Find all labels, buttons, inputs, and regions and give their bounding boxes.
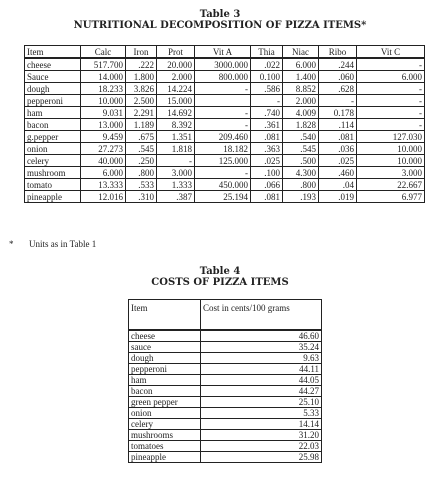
value-cell: 14.000 <box>81 71 126 83</box>
value-cell: - <box>357 95 425 107</box>
value-cell: 10.000 <box>357 155 425 167</box>
value-cell: .081 <box>251 131 283 143</box>
value-cell: 3.000 <box>357 167 425 179</box>
value-cell: .025 <box>251 155 283 167</box>
table-row <box>129 330 322 342</box>
value-cell: .586 <box>251 83 283 95</box>
table4-column-header: Item <box>129 300 201 331</box>
table-row <box>25 107 425 119</box>
item-name-cell: ham <box>25 107 81 119</box>
value-cell: 1.818 <box>157 143 195 155</box>
value-cell: 10.000 <box>357 143 425 155</box>
value-cell: .500 <box>283 155 319 167</box>
item-name-cell: onion <box>25 143 81 155</box>
table3-caption <box>0 9 440 31</box>
value-cell: 800.000 <box>195 71 251 83</box>
item-name-cell: bacon <box>25 119 81 131</box>
table-row <box>25 167 425 179</box>
item-name-cell: dough <box>129 353 201 364</box>
value-cell: 10.000 <box>81 95 126 107</box>
value-cell: .019 <box>319 191 357 203</box>
value-cell: 14.224 <box>157 83 195 95</box>
item-name-cell: pineapple <box>129 452 201 463</box>
item-name-cell: celery <box>129 419 201 430</box>
value-cell: .361 <box>251 119 283 131</box>
value-cell: 8.852 <box>283 83 319 95</box>
value-cell: 0.178 <box>319 107 357 119</box>
table-row <box>129 408 322 419</box>
table3-body <box>25 58 425 203</box>
value-cell: - <box>195 119 251 131</box>
value-cell: - <box>195 107 251 119</box>
value-cell: .545 <box>283 143 319 155</box>
table4-header-row <box>129 300 322 331</box>
value-cell: 3000.000 <box>195 58 251 71</box>
value-cell: - <box>195 167 251 179</box>
item-name-cell: mushrooms <box>129 430 201 441</box>
value-cell: - <box>157 155 195 167</box>
value-cell: 6.000 <box>283 58 319 71</box>
cost-cell: 22.03 <box>201 441 322 452</box>
cost-cell: 44.27 <box>201 386 322 397</box>
footnote-marker: * <box>9 239 14 249</box>
table3-header-row <box>25 46 425 59</box>
value-cell: - <box>357 107 425 119</box>
table-row <box>129 364 322 375</box>
table-row <box>25 155 425 167</box>
value-cell: 1.828 <box>283 119 319 131</box>
value-cell: 1.400 <box>283 71 319 83</box>
value-cell: 27.273 <box>81 143 126 155</box>
value-cell: 4.300 <box>283 167 319 179</box>
table3-column-header: Vit A <box>195 46 251 59</box>
value-cell: - <box>319 95 357 107</box>
value-cell: 1.189 <box>126 119 157 131</box>
table3-title: NUTRITIONAL DECOMPOSITION OF PIZZA ITEMS* <box>73 20 367 31</box>
value-cell: 13.333 <box>81 179 126 191</box>
table-row <box>129 353 322 364</box>
cost-cell: 44.05 <box>201 375 322 386</box>
value-cell: .675 <box>126 131 157 143</box>
value-cell: .036 <box>319 143 357 155</box>
item-name-cell: bacon <box>129 386 201 397</box>
value-cell: .533 <box>126 179 157 191</box>
table3-column-header: Thia <box>251 46 283 59</box>
item-name-cell: green pepper <box>129 397 201 408</box>
table4-column-header: Cost in cents/100 grams <box>201 300 322 331</box>
table-row <box>25 131 425 143</box>
table3-column-header: Item <box>25 46 81 59</box>
value-cell: .540 <box>283 131 319 143</box>
value-cell: 2.291 <box>126 107 157 119</box>
value-cell: .222 <box>126 58 157 71</box>
item-name-cell: g.pepper <box>25 131 81 143</box>
table-row <box>129 430 322 441</box>
value-cell: .081 <box>319 131 357 143</box>
item-name-cell: onion <box>129 408 201 419</box>
value-cell: 0.100 <box>251 71 283 83</box>
table3-column-header: Calc <box>81 46 126 59</box>
cost-cell: 46.60 <box>201 330 322 342</box>
table-row <box>25 191 425 203</box>
cost-cell: 44.11 <box>201 364 322 375</box>
value-cell: 13.000 <box>81 119 126 131</box>
cost-cell: 14.14 <box>201 419 322 430</box>
value-cell: - <box>357 119 425 131</box>
value-cell: 6.000 <box>81 167 126 179</box>
item-name-cell: cheese <box>129 330 201 342</box>
value-cell: 6.000 <box>357 71 425 83</box>
value-cell: .387 <box>157 191 195 203</box>
item-name-cell: pineapple <box>25 191 81 203</box>
item-name-cell: tomatoes <box>129 441 201 452</box>
cost-cell: 35.24 <box>201 342 322 353</box>
value-cell: - <box>251 95 283 107</box>
value-cell: 2.000 <box>157 71 195 83</box>
table-row <box>25 95 425 107</box>
value-cell: - <box>195 83 251 95</box>
table-row <box>129 342 322 353</box>
value-cell: 22.667 <box>357 179 425 191</box>
value-cell: 9.031 <box>81 107 126 119</box>
item-name-cell: celery <box>25 155 81 167</box>
item-name-cell: sauce <box>129 342 201 353</box>
table-row <box>25 83 425 95</box>
value-cell: 3.826 <box>126 83 157 95</box>
value-cell: 450.000 <box>195 179 251 191</box>
cost-cell: 5.33 <box>201 408 322 419</box>
value-cell: 517.700 <box>81 58 126 71</box>
item-name-cell: pepperoni <box>25 95 81 107</box>
table-row <box>25 179 425 191</box>
value-cell: 127.030 <box>357 131 425 143</box>
value-cell: .800 <box>283 179 319 191</box>
value-cell: 6.977 <box>357 191 425 203</box>
value-cell: .066 <box>251 179 283 191</box>
value-cell: .100 <box>251 167 283 179</box>
value-cell: - <box>357 58 425 71</box>
value-cell <box>195 95 251 107</box>
item-name-cell: Sauce <box>25 71 81 83</box>
value-cell: 15.000 <box>157 95 195 107</box>
value-cell: 125.000 <box>195 155 251 167</box>
value-cell: 1.333 <box>157 179 195 191</box>
value-cell: 3.000 <box>157 167 195 179</box>
value-cell: 2.500 <box>126 95 157 107</box>
value-cell: 18.182 <box>195 143 251 155</box>
item-name-cell: tomato <box>25 179 81 191</box>
value-cell: .04 <box>319 179 357 191</box>
value-cell: .740 <box>251 107 283 119</box>
cost-cell: 9.63 <box>201 353 322 364</box>
value-cell: 20.000 <box>157 58 195 71</box>
table-row <box>25 58 425 71</box>
item-name-cell: pepperoni <box>129 364 201 375</box>
item-name-cell: cheese <box>25 58 81 71</box>
nutrition-table <box>24 45 425 203</box>
table-row <box>129 375 322 386</box>
table4-caption <box>0 266 440 288</box>
value-cell: 25.194 <box>195 191 251 203</box>
table3-column-header: Iron <box>126 46 157 59</box>
table-row <box>129 419 322 430</box>
table-row <box>25 143 425 155</box>
value-cell: 18.233 <box>81 83 126 95</box>
table4-number: Table 4 <box>199 266 241 277</box>
value-cell: 9.459 <box>81 131 126 143</box>
table-row <box>129 386 322 397</box>
value-cell: .628 <box>319 83 357 95</box>
value-cell: .114 <box>319 119 357 131</box>
table3-column-header: Vit C <box>357 46 425 59</box>
cost-cell: 25.98 <box>201 452 322 463</box>
table-row <box>129 452 322 463</box>
value-cell: .363 <box>251 143 283 155</box>
footnote-text: Units as in Table 1 <box>29 239 97 249</box>
table3-number: Table 3 <box>199 9 241 20</box>
item-name-cell: mushroom <box>25 167 81 179</box>
table-row <box>25 71 425 83</box>
cost-cell: 25.10 <box>201 397 322 408</box>
value-cell: .081 <box>251 191 283 203</box>
value-cell: 209.460 <box>195 131 251 143</box>
value-cell: .022 <box>251 58 283 71</box>
value-cell: .250 <box>126 155 157 167</box>
table3-column-header: Ribo <box>319 46 357 59</box>
table4-title: COSTS OF PIZZA ITEMS <box>151 277 289 288</box>
value-cell: 40.000 <box>81 155 126 167</box>
table-row <box>25 119 425 131</box>
value-cell: 14.692 <box>157 107 195 119</box>
table-row <box>129 441 322 452</box>
item-name-cell: ham <box>129 375 201 386</box>
table-row <box>129 397 322 408</box>
value-cell: 1.800 <box>126 71 157 83</box>
table3-column-header: Niac <box>283 46 319 59</box>
value-cell: .545 <box>126 143 157 155</box>
value-cell: 12.016 <box>81 191 126 203</box>
value-cell: 1.351 <box>157 131 195 143</box>
cost-table <box>128 299 322 463</box>
value-cell: .060 <box>319 71 357 83</box>
footnote <box>9 239 96 249</box>
value-cell: .025 <box>319 155 357 167</box>
value-cell: .460 <box>319 167 357 179</box>
value-cell: .244 <box>319 58 357 71</box>
cost-cell: 31.20 <box>201 430 322 441</box>
value-cell: 8.392 <box>157 119 195 131</box>
item-name-cell: dough <box>25 83 81 95</box>
value-cell: - <box>357 83 425 95</box>
table3-column-header: Prot <box>157 46 195 59</box>
value-cell: .800 <box>126 167 157 179</box>
table4-body <box>129 330 322 463</box>
value-cell: 2.000 <box>283 95 319 107</box>
value-cell: 4.009 <box>283 107 319 119</box>
value-cell: .310 <box>126 191 157 203</box>
value-cell: .193 <box>283 191 319 203</box>
